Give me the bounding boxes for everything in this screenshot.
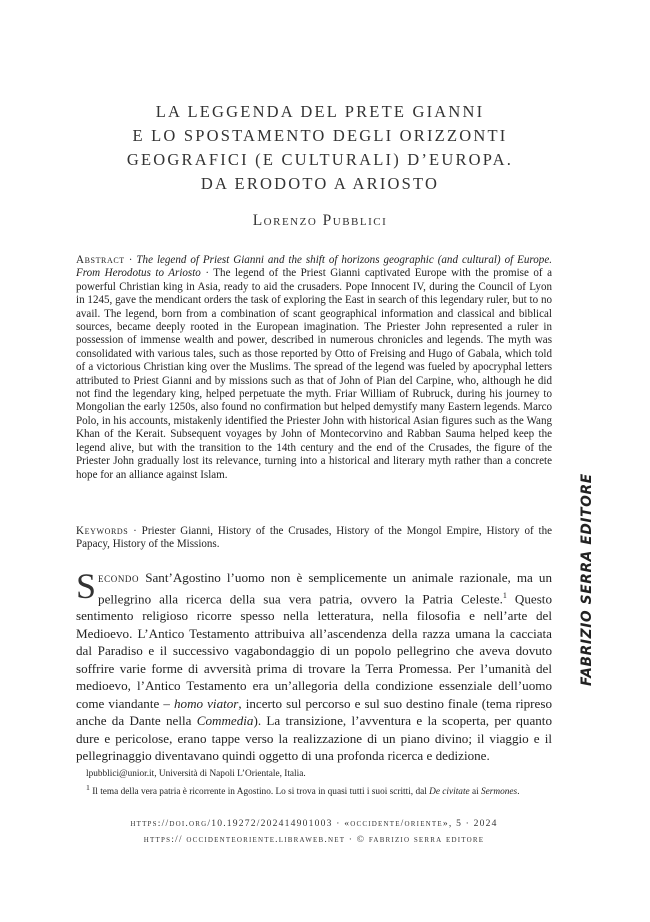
footnote-1-text: Il tema della vera patria è ricorrente in Agostino. Lo si trova in quasi tutti i suoi scritti, dal: [92, 787, 430, 798]
keywords-label: Keywords: [76, 525, 129, 537]
keywords-text: Priester Gianni, History of the Crusades, History of the Mongol Empire, History of the Papacy, History of the Missions.: [76, 525, 552, 551]
copyright-publisher: FABRIZIO SERRA EDITORE: [579, 473, 595, 686]
doi-link[interactable]: https://doi.org/10.19272/202414901003 · «occidente/oriente», 5 · 2024: [130, 818, 498, 829]
article-title: [60, 100, 580, 196]
abstract-label: Abstract: [76, 254, 125, 266]
copyright-vertical: [564, 212, 594, 686]
commedia-title: Commedia: [196, 713, 254, 729]
abstract: [76, 254, 552, 482]
drop-cap: S: [76, 566, 97, 606]
body-text-3: , incerto sul percorso e sul suo destino finale (tema ripreso anche da Dante nella: [76, 695, 552, 729]
footnote-ref[interactable]: 1: [502, 590, 507, 600]
body-text-2: Questo sentimento religioso ricorre spesso nella letteratura, nella filosofia e nell’arte del Medioevo. L’Antico Testamento attribuiva all’ascendenza della razza umana la cacciata dal Paradiso e il successivo vagabondaggio di un popolo pellegrino che aveva dovuto soffrire varie forme di avversità prima di trovare la Terra Promessa. Per l’umanità del medioevo, l’Antico Testamento era un’allegoria della condizione essenziale dell’uomo come viandante –: [76, 590, 552, 711]
abstract-english-title: The legend of Priest Gianni and the shift of horizons geographic (and cultural) of Europe. From Herodotus to Ariosto: [76, 254, 552, 280]
abstract-separator: ·: [124, 254, 137, 266]
homo-viator: homo viator: [173, 695, 239, 711]
body-text-4: ). La transizione, l’avventura e la scoperta, per quanto dure e pericolose, erano tappe verso la realizzazione di un piano divino; il viaggio e il pellegrinaggio diventavano quindi oggetto di una profonda ricerca e dedizione.: [76, 713, 552, 764]
keywords: [76, 525, 552, 552]
body-paragraph: [76, 566, 552, 765]
lead-word: econdo: [98, 570, 140, 585]
title-line-3: GEOGRAFICI (E CULTURALI) D’EUROPA.: [126, 150, 514, 169]
body-text-1: Sant’Agostino l’uomo non è semplicemente un animale razionale, ma un pellegrino alla ricerca della sua vera patria, ovvero la Patria Celeste.: [98, 570, 552, 606]
site-link[interactable]: https:// occidenteoriente.libraweb.net · © fabrizio serra editore: [143, 834, 485, 845]
footnote-1-de-civitate: De civitate: [429, 787, 470, 798]
footnote-1-number: 1: [86, 783, 90, 792]
author-affiliation: lpubblici@unior.it, Università di Napoli L’Orientale, Italia.: [86, 769, 306, 779]
footnotes: [76, 768, 552, 798]
footnote-1: [76, 782, 552, 798]
abstract-text: The legend of the Priest Gianni captivated Europe with the promise of a powerful Christian king in Asia, ready to aid the crusaders. Pope Innocent IV, during the Council of Lyon in 1245, gave the mendicant orders the task of exploring the East in search of this legendary ruler, but to no avail. The legend, born from a combination of scant geographical information and classical and biblical sources, became deeply rooted in the European imagination. The Priester John represented a ruler in possession of immense wealth and power, described in numerous chronicles and legends. The myth was consolidated with various tales, such as those reported by Otto of Freising and Hugo of Gabala, which told of a victorious Christian king over the Muslims. The spread of the legend was fueled by apocryphal letters attributed to Priest Gianni and by missions such as that of John of Pian del Carpine, who, although he did not find the legendary king, helped perpetuate the myth. Friar William of Rubruck, during his journey to Mongolian the early 1250s, also found no confirmation but helped demystify many Eastern legends. Marco Polo, in his accounts, mistakenly identified the Priester John with historical Asian figures such as the Wang Khan of the Kerait. Subsequent voyages by John of Montecorvino and Rabban Sauma helped keep the legend alive, but with the transition to the 14th century and the end of the Crusades, the figure of the Priester John gradually lost its relevance, turning into a historical and literary myth rather than a concrete hope for an alliance against Islam.: [76, 267, 552, 481]
keywords-separator: ·: [128, 525, 142, 537]
footnote-1-end: .: [517, 787, 520, 798]
copyright-text: [579, 473, 595, 686]
footnote-1-text-2: ai: [469, 787, 482, 798]
title-line-2: E LO SPOSTAMENTO DEGLI ORIZZONTI: [132, 126, 508, 145]
abstract-separator-2: ·: [200, 267, 214, 280]
title-line-4: DA ERODOTO A ARIOSTO: [200, 174, 440, 193]
title-line-1: LA LEGGENDA DEL PRETE GIANNI: [155, 102, 485, 121]
footnote-1-sermones: Sermones: [481, 787, 518, 798]
author-name: Lorenzo Pubblici: [252, 212, 388, 229]
